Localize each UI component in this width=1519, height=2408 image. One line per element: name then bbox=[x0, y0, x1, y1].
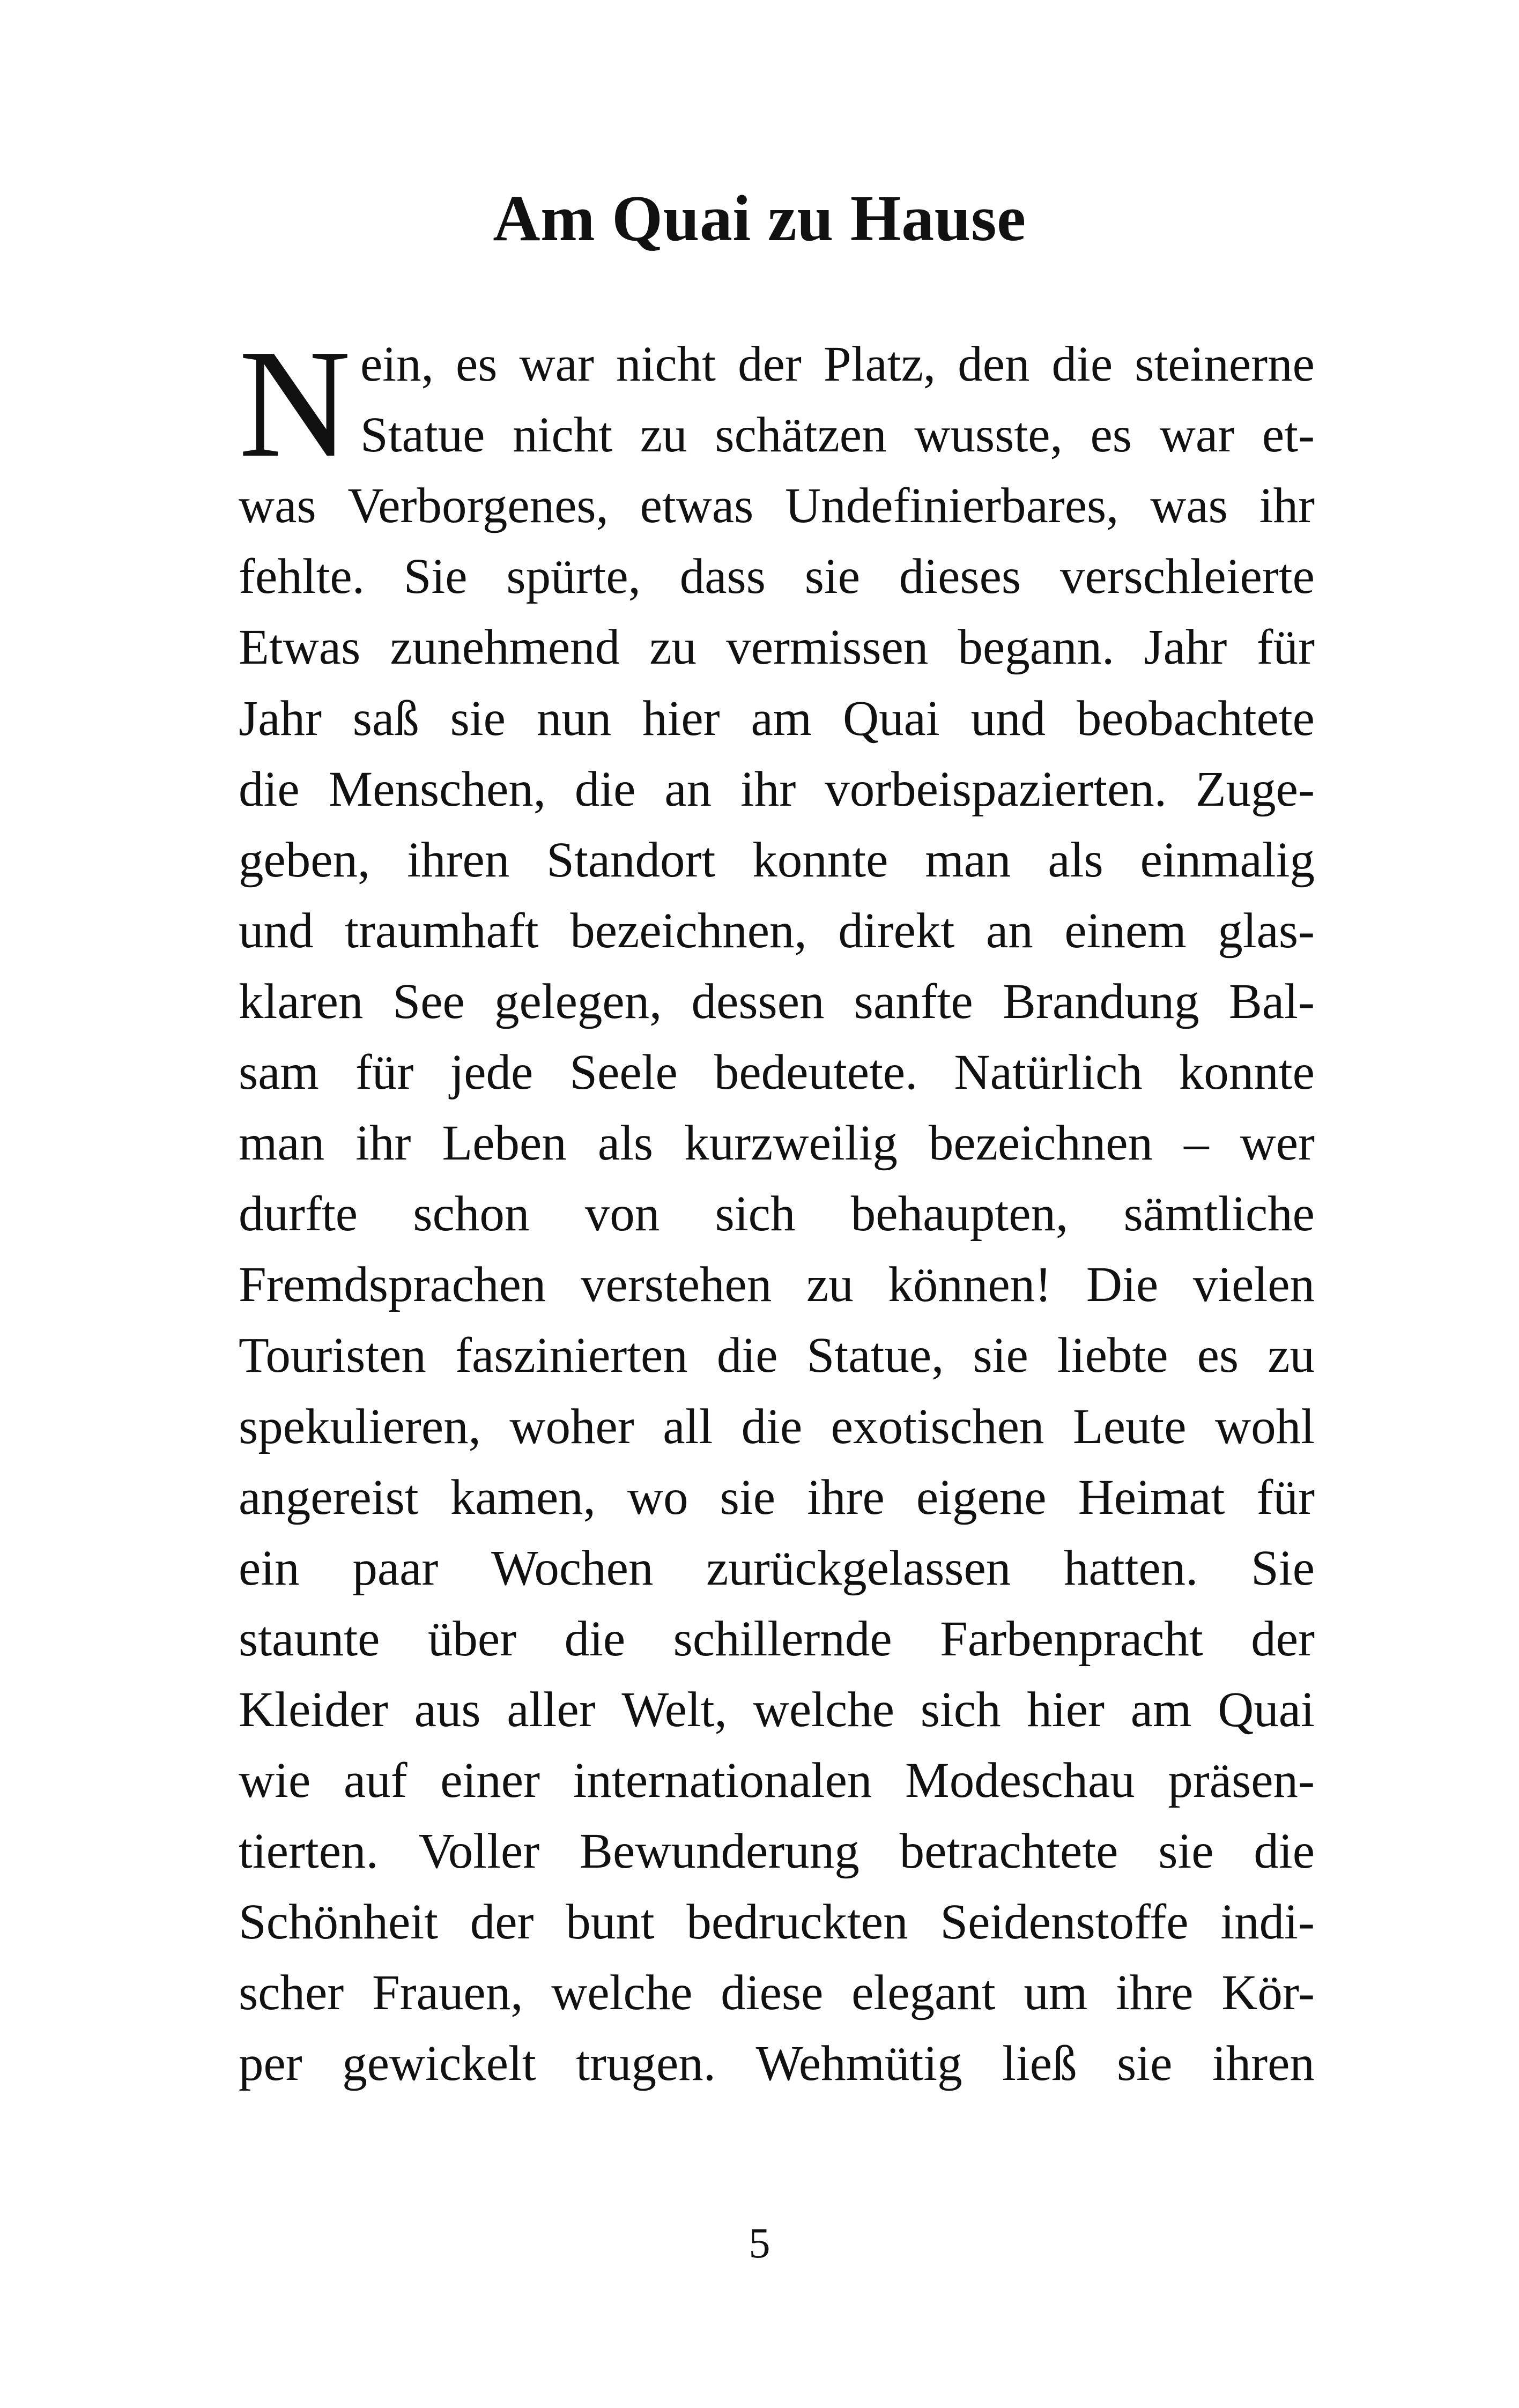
text-line: sam für jede Seele bedeutete. Natürlich konnte bbox=[239, 1045, 1315, 1100]
text-line: tierten. Voller Bewunderung betrachtete sie die bbox=[239, 1824, 1315, 1879]
text-line: Jahr saß sie nun hier am Quai und beobachtete bbox=[239, 691, 1315, 746]
text-line: scher Frauen, welche diese elegant um ihre Kör- bbox=[239, 1965, 1315, 2020]
chapter-title: Am Quai zu Hause bbox=[493, 182, 1026, 255]
text-line: per gewickelt trugen. Wehmütig ließ sie ihren bbox=[239, 2036, 1315, 2091]
text-line: und traumhaft bezeichnen, direkt an einem glas- bbox=[239, 903, 1315, 958]
text-line: klaren See gelegen, dessen sanfte Brandung Bal- bbox=[239, 974, 1315, 1029]
text-line: was Verborgenes, etwas Undefinierbares, was ihr bbox=[239, 478, 1315, 533]
text-line: Kleider aus aller Welt, welche sich hier am Quai bbox=[239, 1682, 1315, 1737]
text-line: die Menschen, die an ihr vorbeispazierten. Zuge- bbox=[239, 762, 1315, 817]
text-line: Statue nicht zu schätzen wusste, es war et- bbox=[360, 407, 1315, 463]
text-line: geben, ihren Standort konnte man als einmalig bbox=[239, 833, 1315, 888]
text-line: wie auf einer internationalen Modeschau präsen- bbox=[239, 1753, 1315, 1808]
text-line: Touristen faszinierten die Statue, sie liebte es zu bbox=[239, 1328, 1315, 1383]
text-line: ein paar Wochen zurückgelassen hatten. Sie bbox=[239, 1541, 1315, 1596]
text-line: angereist kamen, wo sie ihre eigene Heimat für bbox=[239, 1470, 1315, 1525]
text-line: staunte über die schillernde Farbenpracht der bbox=[239, 1611, 1315, 1667]
text-line: Etwas zunehmend zu vermissen begann. Jahr für bbox=[239, 620, 1315, 675]
text-line: spekulieren, woher all die exotischen Leute wohl bbox=[239, 1399, 1315, 1454]
text-line: Schönheit der bunt bedruckten Seidenstoffe indi- bbox=[239, 1894, 1315, 1950]
page-number: 5 bbox=[749, 2220, 770, 2267]
text-line: man ihr Leben als kurzweilig bezeichnen – wer bbox=[239, 1116, 1315, 1171]
text-line: durfte schon von sich behaupten, sämtliche bbox=[239, 1186, 1315, 1242]
text-line: Fremdsprachen verstehen zu können! Die vielen bbox=[239, 1257, 1315, 1312]
text-line: fehlte. Sie spürte, dass sie dieses verschleierte bbox=[239, 549, 1315, 604]
drop-cap: N bbox=[239, 317, 351, 489]
text-line: ein, es war nicht der Platz, den die steinerne bbox=[360, 337, 1315, 392]
